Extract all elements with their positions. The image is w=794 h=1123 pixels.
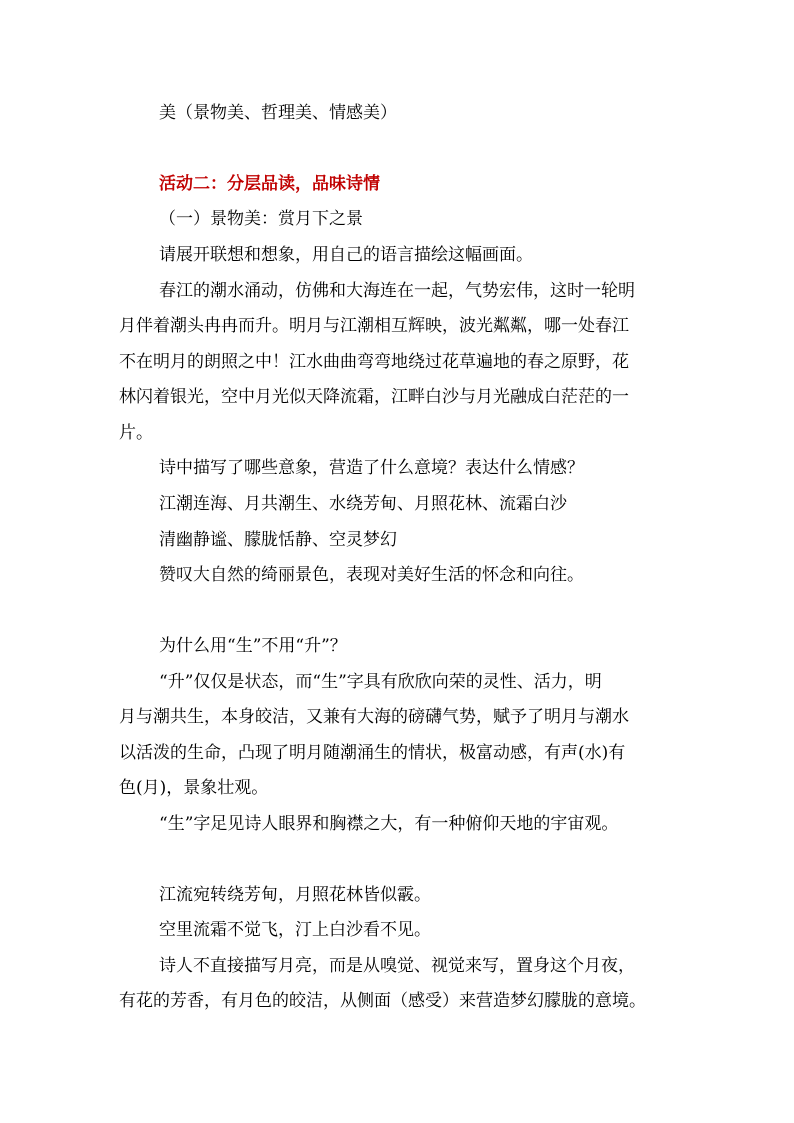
paragraph-line: 诗人不直接描写月亮，而是从嗅觉、视觉来写，置身这个月夜， — [159, 956, 635, 976]
text-line-prompt: 请展开联想和想象，用自己的语言描绘这幅画面。 — [159, 245, 533, 265]
paragraph-line: “升”仅仅是状态，而“生”字具有欣欣向荣的灵性、活力，明 — [159, 672, 602, 692]
paragraph-line: 月伴着潮头冉冉而升。明月与江潮相互辉映，波光粼粼，哪一处春江 — [119, 316, 629, 336]
paragraph-line: 不在明月的朗照之中！江水曲曲弯弯地绕过花草遍地的春之原野，花 — [119, 352, 629, 372]
paragraph-line: 色(月)，景象壮观。 — [119, 778, 269, 798]
subsection-heading-scenery: （一）景物美：赏月下之景 — [159, 209, 363, 229]
section-heading-activity-two: 活动二：分层品读，品味诗情 — [159, 174, 380, 194]
text-line-question-sheng: 为什么用“生”不用“升”？ — [159, 636, 347, 656]
poem-line: 江流宛转绕芳甸，月照花林皆似霰。 — [159, 885, 431, 905]
paragraph-line: “生”字足见诗人眼界和胸襟之大，有一种俯仰天地的宇宙观。 — [159, 814, 619, 834]
text-line-question: 诗中描写了哪些意象，营造了什么意境？表达什么情感？ — [159, 458, 584, 478]
text-line-imagery: 江潮连海、月共潮生、水绕芳甸、月照花林、流霜白沙 — [159, 494, 567, 514]
paragraph-line: 春江的潮水涌动，仿佛和大海连在一起，气势宏伟，这时一轮明 — [159, 281, 635, 301]
text-line-emotion: 赞叹大自然的绮丽景色，表现对美好生活的怀念和向往。 — [159, 565, 584, 585]
text-line-mood: 清幽静谧、朦胧恬静、空灵梦幻 — [159, 530, 397, 550]
paragraph-line: 月与潮共生，本身皎洁，又兼有大海的磅礴气势，赋予了明月与潮水 — [119, 707, 629, 727]
paragraph-line: 以活泼的生命，凸现了明月随潮涌生的情状，极富动感，有声(水)有 — [119, 743, 626, 763]
text-line-beauty-types: 美（景物美、哲理美、情感美） — [159, 103, 397, 123]
paragraph-line: 有花的芳香，有月色的皎洁，从侧面（感受）来营造梦幻朦胧的意境。 — [119, 991, 646, 1011]
paragraph-line: 片。 — [119, 423, 153, 443]
paragraph-line: 林闪着银光，空中月光似天降流霜，江畔白沙与月光融成白茫茫的一 — [119, 387, 629, 407]
poem-line: 空里流霜不觉飞，汀上白沙看不见。 — [159, 920, 431, 940]
